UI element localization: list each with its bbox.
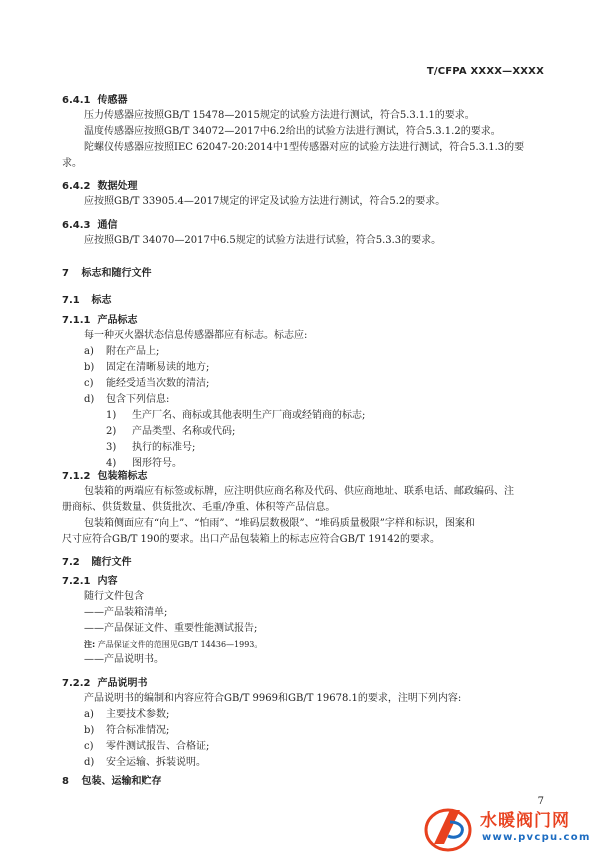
sub-list-item: 1) 生产厂名、商标或其他表明生产厂商或经销商的标志;	[106, 410, 366, 421]
section-title: 通信	[97, 220, 118, 231]
section-6-4-3-heading	[62, 216, 117, 231]
section-title: 包装、运输和贮存	[81, 776, 162, 787]
section-6-4-1-heading	[62, 91, 127, 106]
section-7-heading	[62, 264, 151, 279]
section-6-4-2-heading	[62, 177, 137, 192]
list-item: a) 附在产品上;	[84, 346, 160, 357]
section-title: 产品说明书	[97, 678, 148, 689]
section-number: 7.1.2	[62, 471, 91, 482]
page-number: 7	[537, 796, 544, 807]
section-title: 随行文件	[91, 557, 132, 568]
section-title: 产品标志	[97, 315, 138, 326]
section-number: 7.2	[62, 557, 80, 568]
paragraph: 压力传感器应按照GB/T 15478—2015规定的试验方法进行测试，符合5.3.1.1的要求。	[84, 110, 475, 121]
note-label: 注:	[84, 640, 96, 649]
paragraph-continued: 尺寸应符合GB/T 190的要求。出口产品包装箱上的标志应符合GB/T 19142的要求。	[62, 534, 441, 545]
paragraph: 每一种灭火器状态信息传感器都应有标志。标志应:	[84, 330, 308, 341]
paragraph: 包装箱侧面应有“向上”、“怕雨”、“堆码层数极限”、“堆码质量极限”字样和标识，图案和	[84, 518, 475, 529]
paragraph-continued: 册商标、供货数量、供货批次、毛重/净重、体积等产品信息。	[62, 502, 336, 513]
section-title: 标志	[91, 295, 112, 306]
section-number: 7.2.2	[62, 678, 91, 689]
section-title: 内容	[97, 576, 118, 587]
sub-list-item: 4) 图形符号。	[106, 458, 182, 469]
section-7-2-heading	[62, 553, 131, 568]
section-number: 7.1.1	[62, 315, 91, 326]
section-number: 7	[62, 268, 69, 279]
note	[84, 639, 262, 650]
section-number: 6.4.3	[62, 220, 91, 231]
document-id-header: T/CFPA XXXX—XXXX	[426, 66, 544, 77]
section-title: 数据处理	[97, 181, 138, 192]
section-7-2-1-heading	[62, 572, 117, 587]
sub-list-item: 3) 执行的标准号;	[106, 442, 196, 453]
dash-list-item: ——产品保证文件、重要性能测试报告;	[84, 623, 258, 634]
paragraph: 随行文件包含	[84, 591, 144, 602]
paragraph: 包装箱的两端应有标签或标牌，应注明供应商名称及代码、供应商地址、联系电话、邮政编码、注	[84, 486, 514, 497]
dash-list-item: ——产品装箱清单;	[84, 607, 168, 618]
section-7-2-2-heading	[62, 674, 147, 689]
watermark-logo-icon	[420, 800, 480, 856]
section-number: 7.1	[62, 295, 80, 306]
section-number: 7.2.1	[62, 576, 91, 587]
watermark-title: 水暖阀门网	[480, 811, 570, 831]
list-item: d) 安全运输、拆装说明。	[84, 757, 206, 768]
paragraph: 温度传感器应按照GB/T 34072—2017中6.2给出的试验方法进行测试，符合5.3.1.2的要求。	[84, 126, 501, 137]
sub-list-item: 2) 产品类型、名称或代码;	[106, 426, 236, 437]
section-title: 包装箱标志	[97, 471, 148, 482]
list-item: c) 零件测试报告、合格证;	[84, 741, 210, 752]
paragraph: 产品说明书的编制和内容应符合GB/T 9969和GB/T 19678.1的要求，注明下列内容:	[84, 693, 462, 704]
dash-list-item: ——产品说明书。	[84, 654, 164, 665]
section-7-1-1-heading	[62, 311, 137, 326]
list-item: d) 包含下列信息:	[84, 394, 170, 405]
section-number: 6.4.1	[62, 95, 91, 106]
paragraph-continued: 求。	[62, 158, 82, 169]
list-item: b) 符合标准情况;	[84, 725, 170, 736]
list-item: b) 固定在清晰易读的地方;	[84, 362, 210, 373]
note-text: 产品保证文件的范围见GB/T 14436—1993。	[97, 640, 263, 649]
watermark-url: www.pvcpu.com	[482, 832, 591, 843]
section-7-1-heading	[62, 291, 111, 306]
paragraph: 应按照GB/T 33905.4—2017规定的评定及试验方法进行测试，符合5.2的要求。	[84, 196, 446, 207]
section-title: 标志和随行文件	[81, 268, 152, 279]
list-item: a) 主要技术参数;	[84, 709, 170, 720]
section-title: 传感器	[97, 95, 128, 106]
section-number: 6.4.2	[62, 181, 91, 192]
paragraph: 应按照GB/T 34070—2017中6.5规定的试验方法进行试验，符合5.3.3的要求。	[84, 235, 442, 246]
section-number: 8	[62, 776, 69, 787]
section-7-1-2-heading	[62, 467, 147, 482]
paragraph: 陀螺仪传感器应按照IEC 62047-20:2014中1型传感器对应的试验方法进行测试，符合5.3.1.3的要	[84, 142, 525, 153]
list-item: c) 能经受适当次数的清洁;	[84, 378, 210, 389]
site-watermark	[420, 800, 600, 856]
section-8-heading	[62, 772, 161, 787]
